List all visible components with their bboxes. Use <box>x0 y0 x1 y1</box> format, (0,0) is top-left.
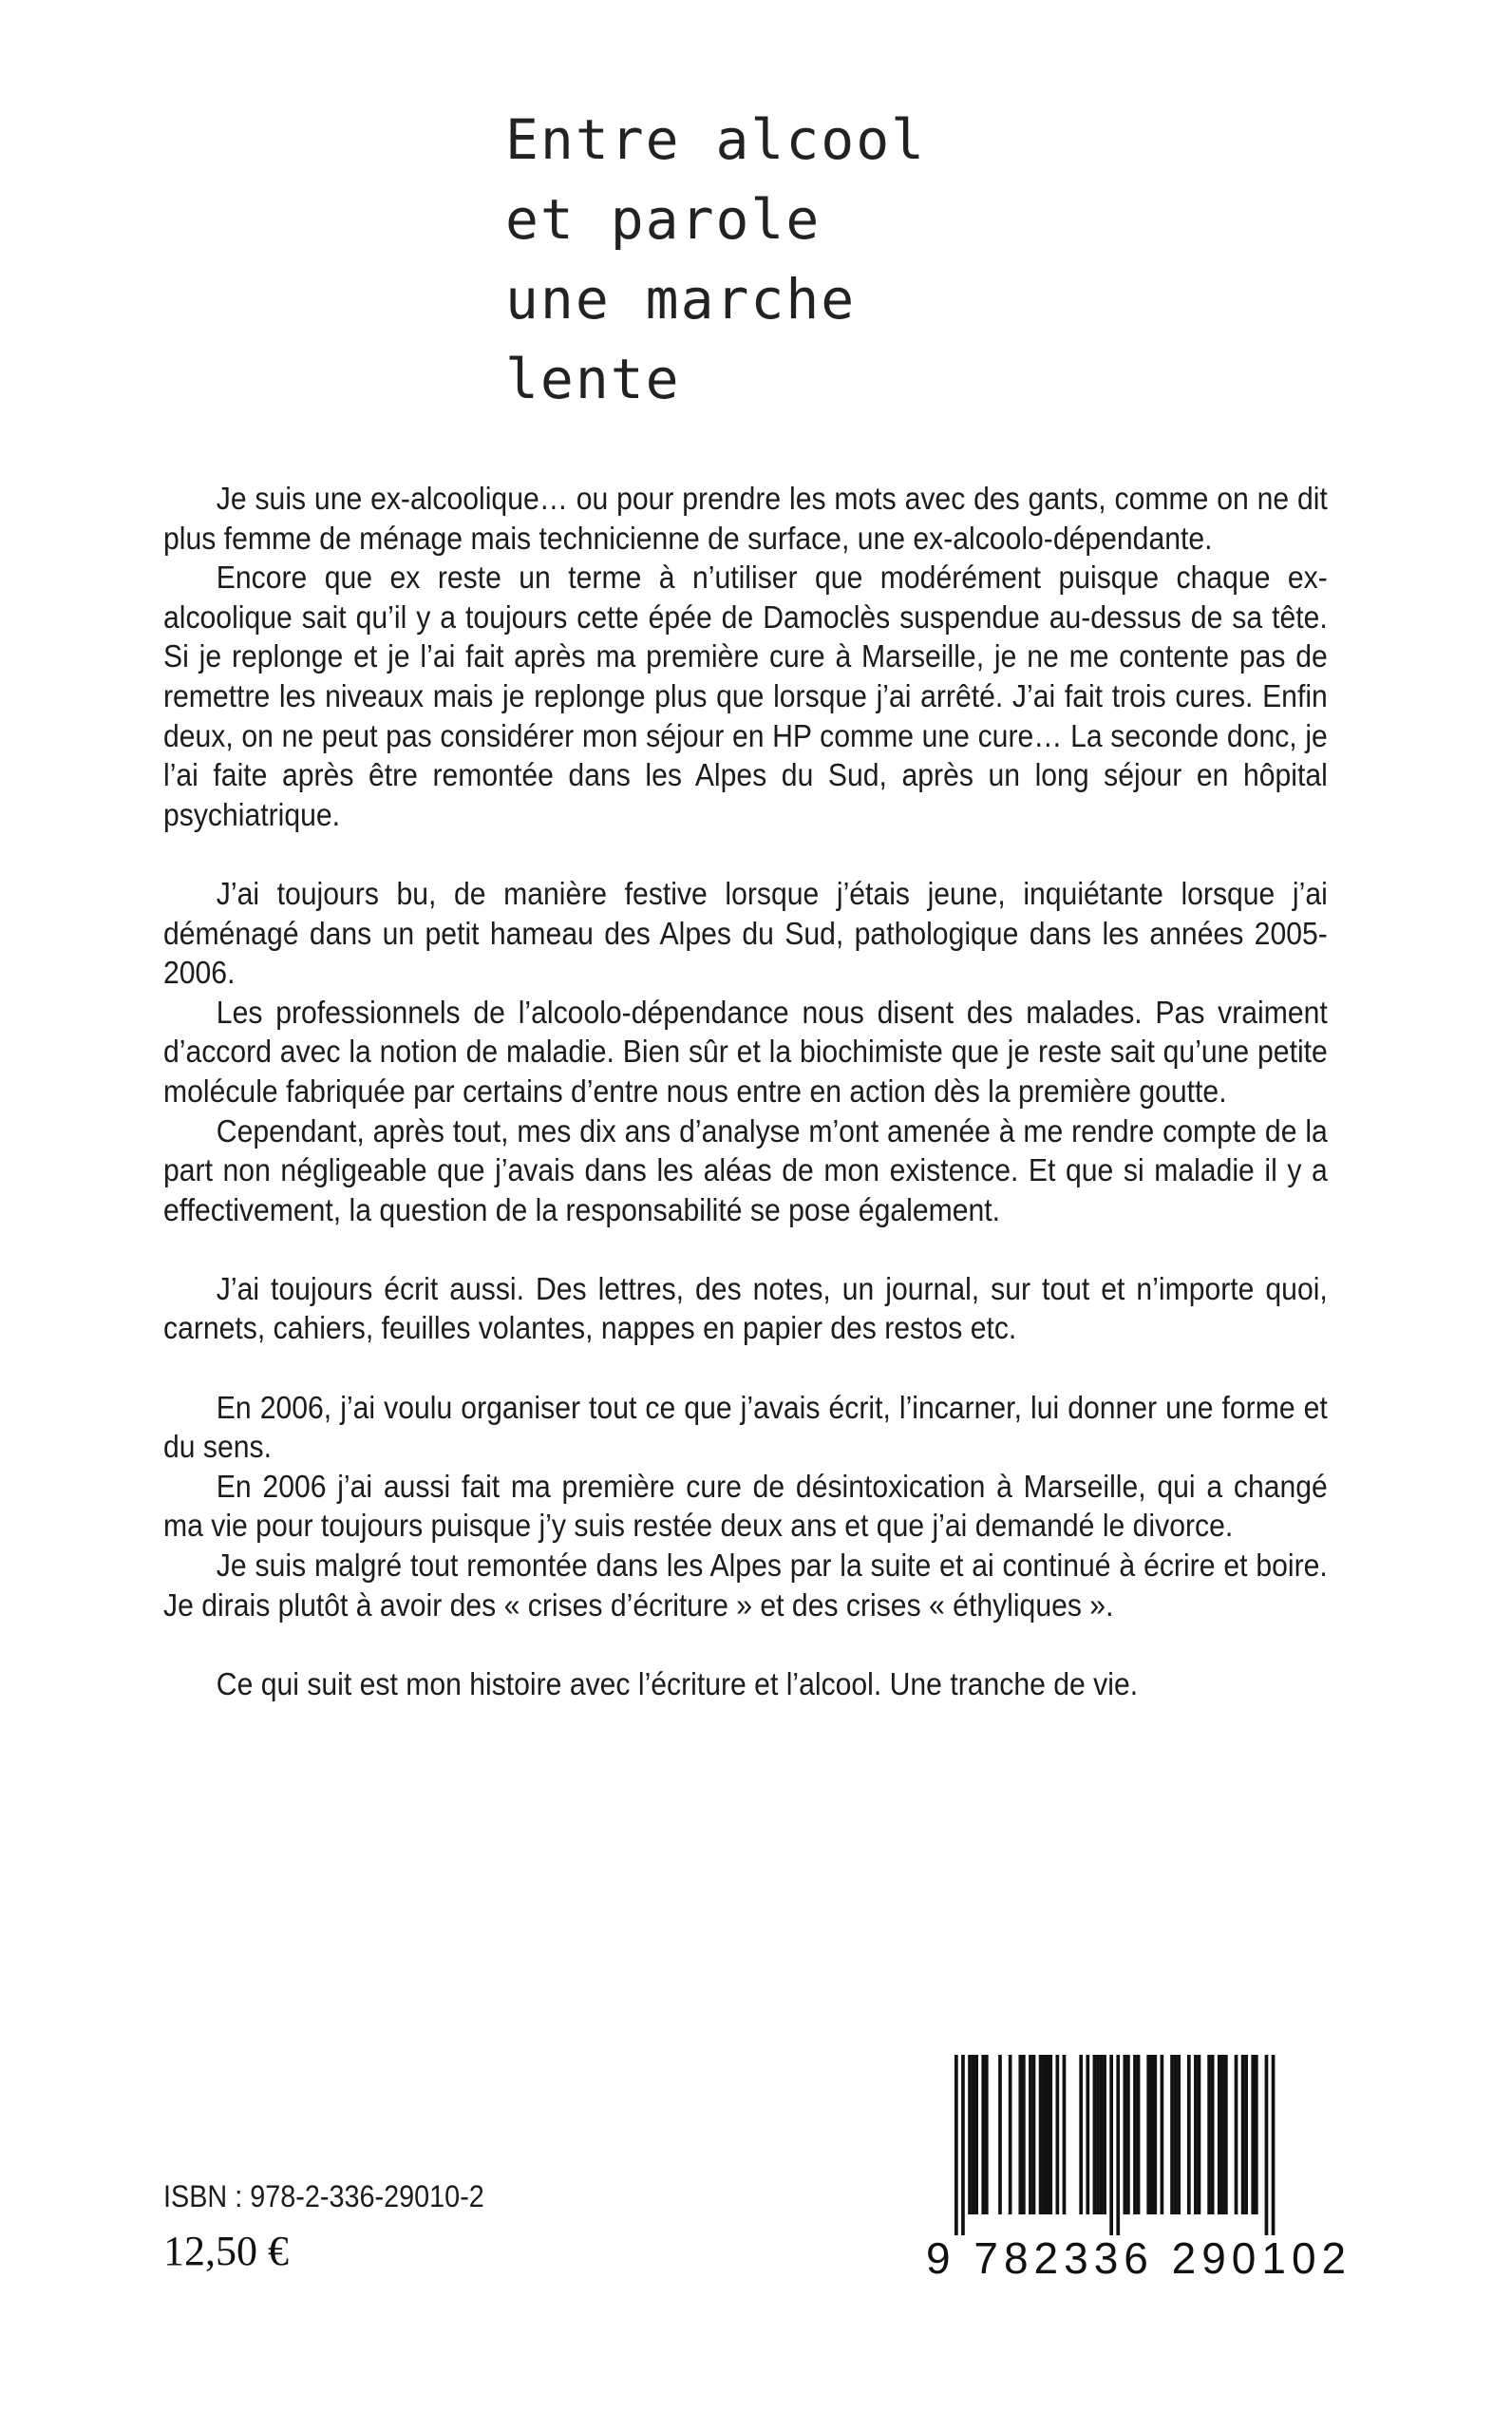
barcode-bar <box>1198 2055 1201 2214</box>
barcode-bar <box>1146 2055 1150 2214</box>
barcode-bar <box>968 2055 972 2214</box>
title-line-2: et parole <box>505 187 822 252</box>
barcode-bar <box>1079 2055 1083 2214</box>
ean-barcode <box>926 2055 1352 2286</box>
barcode-bar <box>1170 2055 1174 2214</box>
barcode-bar <box>1009 2055 1012 2214</box>
barcode-digits: 9 782336 290102 <box>926 2233 1352 2283</box>
barcode-bar <box>1255 2055 1258 2214</box>
barcode-bar <box>1086 2055 1089 2214</box>
barcode-guard-bar <box>1265 2055 1269 2235</box>
barcode-bar <box>1096 2055 1100 2214</box>
barcode-bar <box>1018 2055 1022 2214</box>
barcode-bar <box>1224 2055 1228 2214</box>
barcode-bars <box>926 2055 1292 2235</box>
barcode-guard-bar <box>1272 2055 1276 2235</box>
barcode-bar <box>1187 2055 1191 2214</box>
barcode-bar <box>1218 2055 1221 2214</box>
title-line-1: Entre alcool <box>505 107 927 172</box>
barcode-bar <box>1022 2055 1026 2214</box>
barcode-bar <box>1056 2055 1060 2214</box>
barcode-bar <box>981 2055 985 2214</box>
blurb-paragraph-3: J’ai toujours bu, de manière festive lorsque j’étais jeune, inquiétante lorsque j’ai déménagé dans un petit hameau des Alpes du Sud, pathologique dans les années 2005-2006. <box>163 876 1328 992</box>
barcode-bar <box>1093 2055 1097 2214</box>
blurb-paragraph-2: Encore que ex reste un terme à n’utiliser que modérément puisque chaque ex-alcoolique sait qu’il y a toujours cette épée de Damoclès suspendue au-dessus de sa tête. Si je replonge et je l’ai fait après ma première cure à Marseille, je ne me contente pas de remettre les niveaux mais je replonge plus que lorsque j’ai arrêté. J’ai fait trois cures. Enfin deux, on ne peut pas considérer mon séjour en HP comme une cure… La seconde donc, je l’ai faite après être remontée dans les Alpes du Sud, après un long séjour en hôpital psychiatrique. <box>163 560 1328 833</box>
barcode-bar <box>1207 2055 1211 2214</box>
isbn-label: ISBN : 978-2-336-29010-2 <box>163 2179 484 2213</box>
barcode-bar <box>1049 2055 1052 2214</box>
blurb-paragraph-8: En 2006 j’ai aussi fait ma première cure de désintoxication à Marseille, qui a changé ma vie pour toujours puisque j’y suis restée deux ans et que j’ai demandé le divorce. <box>163 1469 1328 1545</box>
barcode-bar <box>1042 2055 1046 2214</box>
barcode-bar <box>1046 2055 1049 2214</box>
back-cover-blurb <box>163 480 1328 1704</box>
barcode-bar <box>1029 2055 1032 2214</box>
blurb-paragraph-10: Ce qui suit est mon histoire avec l’écriture et l’alcool. Une tranche de vie. <box>216 1666 1139 1702</box>
barcode-bar <box>1124 2055 1127 2214</box>
barcode-bar <box>974 2055 978 2214</box>
barcode-bar <box>1235 2055 1238 2214</box>
blurb-paragraph-6: J’ai toujours écrit aussi. Des lettres, des notes, un journal, sur tout et n’importe quoi, carnets, cahiers, feuilles volantes, nappes en papier des restos etc. <box>163 1271 1328 1347</box>
blurb-paragraph-9: Je suis malgré tout remontée dans les Alpes par la suite et ai continué à écrire et boire. Je dirais plutôt à avoir des « crises d’écriture » et des crises « éthyliques ». <box>163 1548 1328 1624</box>
barcode-bar <box>1126 2055 1130 2214</box>
barcode-bar <box>1241 2055 1245 2214</box>
barcode-bar <box>1177 2055 1181 2214</box>
barcode-bar <box>1194 2055 1198 2214</box>
barcode-bar <box>1032 2055 1036 2214</box>
barcode-bar <box>1039 2055 1043 2214</box>
barcode-bar <box>985 2055 989 2214</box>
barcode-guard-bar <box>954 2055 958 2235</box>
price-label: 12,50 € <box>163 2228 289 2274</box>
barcode-bar <box>1251 2055 1255 2214</box>
blurb-paragraph-5: Cependant, après tout, mes dix ans d’analyse m’ont amenée à me rendre compte de la part non négligeable que j’avais dans les aléas de mon existence. Et que si maladie il y a effectivement, la question de la responsabilité se pose également. <box>163 1113 1328 1228</box>
barcode-bar <box>1153 2055 1157 2214</box>
barcode-bar <box>1137 2055 1141 2214</box>
barcode-bar <box>1103 2055 1106 2214</box>
barcode-bar <box>1133 2055 1137 2214</box>
book-title <box>505 100 926 419</box>
barcode-bar <box>1150 2055 1154 2214</box>
blurb-paragraph-1: Je suis une ex-alcoolique… ou pour prendre les mots avec des gants, comme on ne dit plus femme de ménage mais technicienne de surface, une ex-alcoolo-dépendante. <box>163 482 1328 557</box>
barcode-bar <box>1063 2055 1067 2214</box>
barcode-guard-bar <box>1109 2055 1113 2235</box>
barcode-bar <box>998 2055 1002 2214</box>
barcode-bar <box>1161 2055 1164 2214</box>
barcode-bar <box>1174 2055 1178 2214</box>
barcode-bar <box>1220 2055 1224 2214</box>
blurb-paragraph-4: Les professionnels de l’alcoolo-dépendance nous disent des malades. Pas vraiment d’accord avec la notion de maladie. Bien sûr et la biochimiste que je reste sait qu’une petite molécule fabriquée par certains d’entre nous entre en action dès la première goutte. <box>163 995 1328 1110</box>
barcode-bar <box>972 2055 975 2214</box>
barcode-bar <box>1211 2055 1215 2214</box>
barcode-bar <box>1100 2055 1104 2214</box>
barcode-guard-bar <box>961 2055 965 2235</box>
barcode-bar <box>1244 2055 1248 2214</box>
barcode-guard-bar <box>1116 2055 1120 2235</box>
title-line-3: une marche <box>505 267 857 332</box>
blurb-paragraph-7: En 2006, j’ai voulu organiser tout ce que j’avais écrit, l’incarner, lui donner une forme et du sens. <box>163 1390 1328 1466</box>
title-line-4: lente <box>505 347 681 411</box>
